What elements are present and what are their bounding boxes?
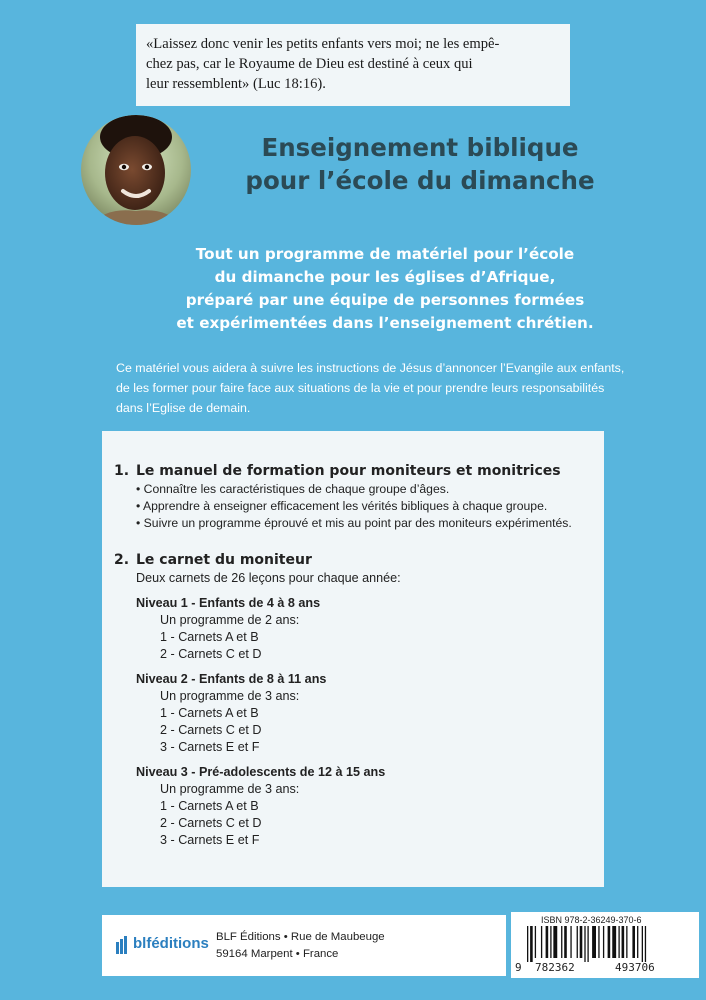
barcode-digit-group: 782362 — [535, 961, 575, 974]
barcode-bar — [550, 926, 551, 958]
intro-line: et expérimentées dans l’enseignement chrétien. — [176, 314, 594, 332]
level-title: Niveau 2 - Enfants de 8 à 11 ans — [136, 672, 327, 686]
isbn-barcode — [511, 912, 699, 978]
section-title: Le carnet du moniteur — [136, 552, 312, 568]
barcode-bar — [541, 926, 542, 958]
level-lines — [136, 781, 594, 849]
publisher-footer — [102, 915, 506, 976]
intro-line: Tout un programme de matériel pour l’école — [195, 245, 575, 263]
list-item: Un programme de 3 ans: — [160, 782, 300, 796]
description-text — [116, 358, 636, 418]
isbn-number: ISBN 978-2-36249-370-6 — [541, 915, 642, 925]
description-line: Ce matériel vous aidera à suivre les instructions de Jésus d’annoncer l’Evangile aux enfants, — [116, 361, 625, 375]
level-block — [114, 595, 594, 663]
barcode-bar — [561, 926, 562, 958]
barcode-bar — [527, 926, 528, 962]
logo-text: blféditions — [133, 935, 209, 952]
level-block — [114, 764, 594, 849]
intro-line: préparé par une équipe de personnes formées — [185, 291, 585, 309]
barcode-bar — [592, 926, 596, 958]
program-panel — [102, 431, 604, 887]
list-item: 2 - Carnets C et D — [160, 647, 262, 661]
page-title — [210, 131, 630, 197]
list-item: 3 - Carnets E et F — [160, 833, 260, 847]
list-item: Un programme de 3 ans: — [160, 689, 300, 703]
title-line: Enseignement biblique — [261, 133, 579, 162]
list-item: Un programme de 2 ans: — [160, 613, 300, 627]
section-training-manual — [114, 461, 594, 532]
section-subtitle: Deux carnets de 26 leçons pour chaque année: — [136, 571, 401, 585]
barcode-bar — [584, 926, 585, 962]
list-item: 1 - Carnets A et B — [160, 799, 259, 813]
barcode-bar — [645, 926, 646, 962]
list-item: • Connaître les caractéristiques de chaque groupe d’âges. — [136, 481, 594, 498]
title-line: pour l’école du dimanche — [245, 166, 595, 195]
blf-logo-icon — [116, 936, 130, 954]
level-title: Niveau 3 - Pré-adolescents de 12 à 15 ans — [136, 765, 386, 779]
description-line: dans l’Eglise de demain. — [116, 401, 251, 415]
barcode-bar — [535, 926, 536, 958]
quote-line: leur ressemblent» (Luc 18:16). — [146, 76, 326, 92]
section-heading — [114, 461, 594, 481]
level-lines — [136, 612, 594, 663]
intro-text — [150, 243, 620, 335]
list-item: 2 - Carnets C et D — [160, 816, 262, 830]
barcode-digit-group: 493706 — [615, 961, 655, 974]
description-line: de les former pour faire face aux situations de la vie et pour prendre leurs responsabilités — [116, 381, 605, 395]
list-item: 2 - Carnets C et D — [160, 723, 262, 737]
section-heading — [114, 550, 594, 570]
list-item: 1 - Carnets A et B — [160, 706, 259, 720]
intro-line: du dimanche pour les églises d’Afrique, — [214, 268, 556, 286]
barcode-bar — [577, 926, 578, 958]
barcode-bar — [598, 926, 599, 958]
bullet-list — [114, 481, 594, 532]
child-portrait-image — [81, 115, 191, 225]
section-teacher-booklet — [114, 550, 594, 849]
barcode-bar — [564, 926, 567, 958]
barcode-bar — [626, 926, 627, 958]
barcode-bar — [642, 926, 643, 962]
barcode-bar — [570, 926, 571, 958]
child-portrait-icon — [81, 115, 191, 225]
barcode-bar — [530, 926, 533, 962]
list-item: • Apprendre à enseigner efficacement les vérités bibliques à chaque groupe. — [136, 498, 594, 515]
barcode-bar — [587, 926, 588, 962]
barcode-image — [525, 926, 689, 962]
barcode-bar — [622, 926, 625, 958]
level-title: Niveau 1 - Enfants de 4 à 8 ans — [136, 596, 321, 610]
section-title: Le manuel de formation pour moniteurs et monitrices — [136, 463, 561, 479]
level-block — [114, 671, 594, 756]
list-item: • Suivre un programme éprouvé et mis au point par des moniteurs expérimentés. — [136, 515, 594, 532]
list-item: 1 - Carnets A et B — [160, 630, 259, 644]
section-number: 1. — [114, 463, 130, 479]
list-item: 3 - Carnets E et F — [160, 740, 260, 754]
barcode-bar — [608, 926, 611, 958]
quote-box — [136, 24, 570, 106]
address-line: BLF Éditions • Rue de Maubeuge — [216, 931, 385, 943]
quote-line: chez pas, car le Royaume de Dieu est destiné à ceux qui — [146, 56, 473, 72]
barcode-bar — [553, 926, 557, 958]
level-lines — [136, 688, 594, 756]
barcode-bar — [603, 926, 604, 958]
publisher-address — [216, 929, 385, 963]
barcode-bar — [618, 926, 619, 958]
publisher-logo — [116, 934, 209, 958]
barcode-bar — [637, 926, 638, 958]
section-number: 2. — [114, 552, 130, 568]
quote-line: «Laissez donc venir les petits enfants vers moi; ne les empê- — [146, 36, 500, 52]
barcode-bar — [546, 926, 549, 958]
barcode-bar — [580, 926, 583, 958]
barcode-bar — [612, 926, 616, 958]
barcode-bar — [632, 926, 635, 958]
address-line: 59164 Marpent • France — [216, 948, 339, 960]
barcode-digit-group: 9 — [515, 961, 522, 974]
